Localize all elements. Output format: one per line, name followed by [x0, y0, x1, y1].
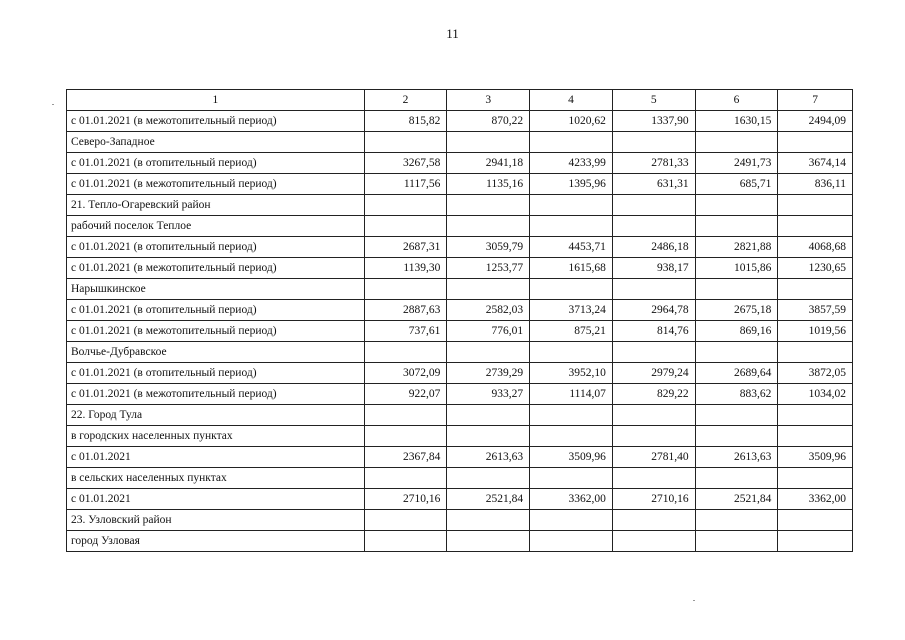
- tariff-value-cell: [612, 531, 695, 552]
- tariff-value-cell: 1395,96: [530, 174, 613, 195]
- row-label-cell: в сельских населенных пунктах: [67, 468, 365, 489]
- tariff-value-cell: 2821,88: [695, 237, 778, 258]
- tariff-value-cell: [778, 510, 853, 531]
- tariff-value-cell: 815,82: [364, 111, 447, 132]
- tariff-value-cell: [530, 468, 613, 489]
- table-row: [67, 447, 853, 468]
- tariff-value-cell: [612, 132, 695, 153]
- tariff-value-cell: 737,61: [364, 321, 447, 342]
- tariff-value-cell: 829,22: [612, 384, 695, 405]
- row-label-cell: с 01.01.2021: [67, 489, 365, 510]
- tariff-value-cell: [447, 195, 530, 216]
- tariff-value-cell: [612, 405, 695, 426]
- tariff-value-cell: 3509,96: [530, 447, 613, 468]
- table-row: [67, 468, 853, 489]
- tariff-value-cell: [612, 216, 695, 237]
- tariff-value-cell: 1337,90: [612, 111, 695, 132]
- tariff-value-cell: [695, 531, 778, 552]
- tariff-value-cell: [778, 342, 853, 363]
- row-label-cell: 22. Город Тула: [67, 405, 365, 426]
- row-label-cell: с 01.01.2021 (в межотопительный период): [67, 111, 365, 132]
- tariff-value-cell: 2613,63: [695, 447, 778, 468]
- scan-speck: [693, 600, 695, 601]
- column-number-header: 7: [778, 90, 853, 111]
- tariff-value-cell: [695, 195, 778, 216]
- tariff-value-cell: 3872,05: [778, 363, 853, 384]
- tariff-value-cell: [530, 216, 613, 237]
- tariff-value-cell: 922,07: [364, 384, 447, 405]
- tariff-value-cell: 2491,73: [695, 153, 778, 174]
- tariff-value-cell: [778, 195, 853, 216]
- tariff-value-cell: 1034,02: [778, 384, 853, 405]
- column-number-header: 5: [612, 90, 695, 111]
- tariff-value-cell: 1630,15: [695, 111, 778, 132]
- tariff-value-cell: [530, 279, 613, 300]
- tariff-value-cell: 2739,29: [447, 363, 530, 384]
- column-number-header: 4: [530, 90, 613, 111]
- table-row: [67, 405, 853, 426]
- tariff-value-cell: 1020,62: [530, 111, 613, 132]
- tariff-value-cell: 3362,00: [778, 489, 853, 510]
- tariff-value-cell: [364, 216, 447, 237]
- table-row: [67, 279, 853, 300]
- tariff-value-cell: [447, 216, 530, 237]
- tariff-value-cell: [695, 216, 778, 237]
- tariff-value-cell: 2887,63: [364, 300, 447, 321]
- tariff-value-cell: 2367,84: [364, 447, 447, 468]
- row-label-cell: с 01.01.2021: [67, 447, 365, 468]
- tariff-value-cell: 883,62: [695, 384, 778, 405]
- tariff-value-cell: [447, 531, 530, 552]
- tariff-value-cell: [364, 195, 447, 216]
- table-row: [67, 174, 853, 195]
- tariff-value-cell: [612, 195, 695, 216]
- tariff-value-cell: 3362,00: [530, 489, 613, 510]
- tariff-value-cell: 2494,09: [778, 111, 853, 132]
- row-label-cell: с 01.01.2021 (в отопительный период): [67, 237, 365, 258]
- table-row: [67, 384, 853, 405]
- tariff-value-cell: 2964,78: [612, 300, 695, 321]
- table-row: [67, 510, 853, 531]
- tariff-value-cell: [364, 468, 447, 489]
- tariff-value-cell: [695, 510, 778, 531]
- tariff-value-cell: [447, 342, 530, 363]
- column-number-header: 2: [364, 90, 447, 111]
- tariff-value-cell: [530, 426, 613, 447]
- tariff-value-cell: 2687,31: [364, 237, 447, 258]
- tariff-value-cell: 2675,18: [695, 300, 778, 321]
- tariff-value-cell: 4068,68: [778, 237, 853, 258]
- table-row: [67, 489, 853, 510]
- tariff-value-cell: 2582,03: [447, 300, 530, 321]
- tariff-value-cell: [695, 279, 778, 300]
- tariff-value-cell: 814,76: [612, 321, 695, 342]
- tariff-value-cell: 870,22: [447, 111, 530, 132]
- tariff-value-cell: 685,71: [695, 174, 778, 195]
- tariff-value-cell: [530, 195, 613, 216]
- scan-speck: [52, 104, 54, 105]
- tariff-value-cell: 1019,56: [778, 321, 853, 342]
- tariff-value-cell: [612, 279, 695, 300]
- tariff-value-cell: [447, 510, 530, 531]
- tariff-value-cell: [530, 405, 613, 426]
- row-label-cell: Нарышкинское: [67, 279, 365, 300]
- row-label-cell: город Узловая: [67, 531, 365, 552]
- table-row: [67, 531, 853, 552]
- tariff-table: [66, 89, 853, 552]
- tariff-value-cell: [778, 405, 853, 426]
- tariff-value-cell: 2613,63: [447, 447, 530, 468]
- table-row: [67, 258, 853, 279]
- tariff-value-cell: 3674,14: [778, 153, 853, 174]
- tariff-value-cell: 1135,16: [447, 174, 530, 195]
- tariff-value-cell: 3952,10: [530, 363, 613, 384]
- tariff-value-cell: [364, 405, 447, 426]
- tariff-value-cell: 4453,71: [530, 237, 613, 258]
- row-label-cell: с 01.01.2021 (в межотопительный период): [67, 321, 365, 342]
- tariff-value-cell: 1253,77: [447, 258, 530, 279]
- table-row: [67, 300, 853, 321]
- tariff-value-cell: 2941,18: [447, 153, 530, 174]
- tariff-value-cell: 776,01: [447, 321, 530, 342]
- tariff-value-cell: 933,27: [447, 384, 530, 405]
- tariff-value-cell: [612, 342, 695, 363]
- tariff-value-cell: [530, 510, 613, 531]
- tariff-value-cell: [695, 132, 778, 153]
- table-header-row: [67, 90, 853, 111]
- tariff-value-cell: [447, 279, 530, 300]
- row-label-cell: с 01.01.2021 (в межотопительный период): [67, 384, 365, 405]
- tariff-value-cell: 3059,79: [447, 237, 530, 258]
- tariff-value-cell: [612, 468, 695, 489]
- column-number-header: 6: [695, 90, 778, 111]
- tariff-value-cell: [612, 426, 695, 447]
- tariff-value-cell: 2710,16: [612, 489, 695, 510]
- table-row: [67, 195, 853, 216]
- tariff-value-cell: 3509,96: [778, 447, 853, 468]
- tariff-value-cell: [447, 132, 530, 153]
- table-row: [67, 321, 853, 342]
- tariff-value-cell: 875,21: [530, 321, 613, 342]
- row-label-cell: Волчье-Дубравское: [67, 342, 365, 363]
- tariff-value-cell: [364, 342, 447, 363]
- column-number-header: 1: [67, 90, 365, 111]
- row-label-cell: с 01.01.2021 (в отопительный период): [67, 363, 365, 384]
- row-label-cell: в городских населенных пунктах: [67, 426, 365, 447]
- tariff-value-cell: [778, 531, 853, 552]
- table-row: [67, 216, 853, 237]
- tariff-value-cell: [778, 426, 853, 447]
- tariff-value-cell: 2689,64: [695, 363, 778, 384]
- tariff-value-cell: 2781,33: [612, 153, 695, 174]
- tariff-value-cell: [530, 132, 613, 153]
- tariff-value-cell: 3072,09: [364, 363, 447, 384]
- tariff-value-cell: 2979,24: [612, 363, 695, 384]
- tariff-value-cell: [695, 468, 778, 489]
- tariff-value-cell: 2521,84: [447, 489, 530, 510]
- tariff-value-cell: 836,11: [778, 174, 853, 195]
- tariff-value-cell: [364, 426, 447, 447]
- tariff-value-cell: 2781,40: [612, 447, 695, 468]
- column-number-header: 3: [447, 90, 530, 111]
- tariff-value-cell: 2486,18: [612, 237, 695, 258]
- tariff-value-cell: [364, 531, 447, 552]
- tariff-value-cell: 1015,86: [695, 258, 778, 279]
- table-row: [67, 153, 853, 174]
- tariff-value-cell: [364, 279, 447, 300]
- tariff-value-cell: [695, 342, 778, 363]
- tariff-value-cell: [447, 468, 530, 489]
- tariff-value-cell: 1230,65: [778, 258, 853, 279]
- table-row: [67, 237, 853, 258]
- table-row: [67, 363, 853, 384]
- tariff-value-cell: [447, 426, 530, 447]
- table-row: [67, 132, 853, 153]
- tariff-value-cell: 2710,16: [364, 489, 447, 510]
- tariff-value-cell: [778, 216, 853, 237]
- table-body: [67, 90, 853, 552]
- row-label-cell: с 01.01.2021 (в отопительный период): [67, 300, 365, 321]
- table-row: [67, 342, 853, 363]
- tariff-value-cell: [778, 468, 853, 489]
- tariff-value-cell: [530, 342, 613, 363]
- tariff-value-cell: 631,31: [612, 174, 695, 195]
- tariff-value-cell: 938,17: [612, 258, 695, 279]
- row-label-cell: с 01.01.2021 (в межотопительный период): [67, 258, 365, 279]
- tariff-value-cell: [530, 531, 613, 552]
- tariff-value-cell: 3713,24: [530, 300, 613, 321]
- row-label-cell: рабочий поселок Теплое: [67, 216, 365, 237]
- row-label-cell: 21. Тепло-Огаревский район: [67, 195, 365, 216]
- tariff-value-cell: [364, 510, 447, 531]
- tariff-value-cell: [447, 405, 530, 426]
- row-label-cell: с 01.01.2021 (в отопительный период): [67, 153, 365, 174]
- tariff-value-cell: [778, 132, 853, 153]
- page-number: 11: [446, 26, 459, 41]
- tariff-value-cell: 1114,07: [530, 384, 613, 405]
- tariff-value-cell: 3267,58: [364, 153, 447, 174]
- tariff-value-cell: 1117,56: [364, 174, 447, 195]
- tariff-value-cell: [778, 279, 853, 300]
- row-label-cell: с 01.01.2021 (в межотопительный период): [67, 174, 365, 195]
- table-row: [67, 426, 853, 447]
- tariff-value-cell: [612, 510, 695, 531]
- tariff-value-cell: 2521,84: [695, 489, 778, 510]
- tariff-value-cell: [695, 405, 778, 426]
- row-label-cell: Северо-Западное: [67, 132, 365, 153]
- tariff-value-cell: 869,16: [695, 321, 778, 342]
- row-label-cell: 23. Узловский район: [67, 510, 365, 531]
- table-row: [67, 111, 853, 132]
- tariff-value-cell: [695, 426, 778, 447]
- tariff-value-cell: 1615,68: [530, 258, 613, 279]
- tariff-value-cell: 1139,30: [364, 258, 447, 279]
- tariff-value-cell: 4233,99: [530, 153, 613, 174]
- tariff-value-cell: 3857,59: [778, 300, 853, 321]
- tariff-value-cell: [364, 132, 447, 153]
